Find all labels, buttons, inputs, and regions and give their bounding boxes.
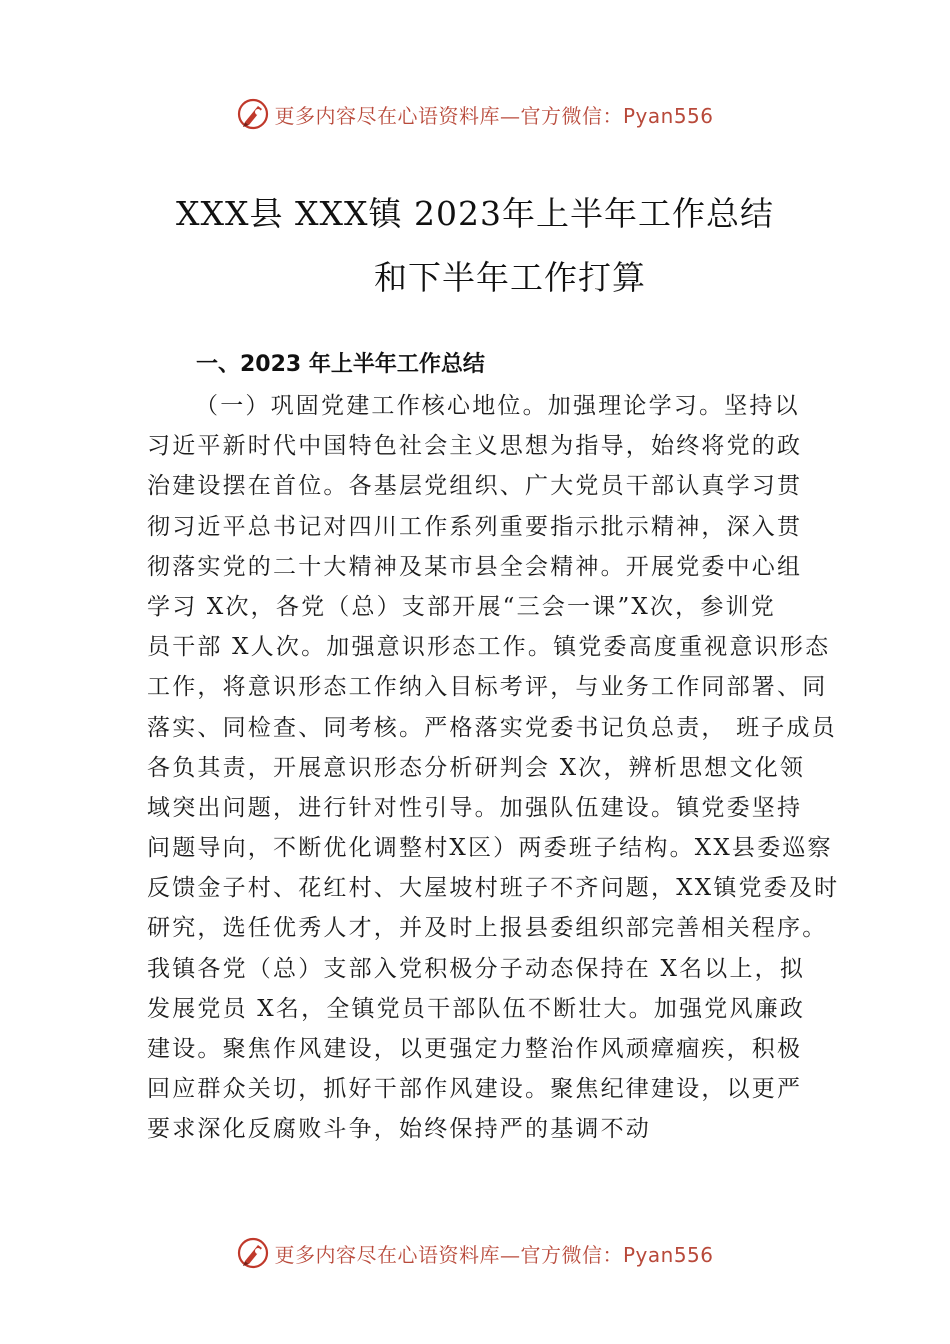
pen-logo-icon — [236, 1236, 270, 1270]
body-line: 员干部 X人次。加强意识形态工作。镇党委高度重视意识形态 — [147, 634, 831, 661]
document-title-line-2: 和下半年工作打算 — [374, 258, 646, 297]
body-line: （一）巩固党建工作核心地位。加强理论学习。坚持以 — [195, 393, 800, 419]
body-line: 彻落实党的二十大精神及某市县全会精神。开展党委中心组 — [147, 553, 803, 580]
body-line: 反馈金子村、花红村、大屋坡村班子不齐问题，XX镇党委及时 — [147, 875, 840, 902]
banner-slogan: 更多内容尽在心语资料库—官方微信： — [274, 1242, 623, 1267]
banner-wechat-id: Pyan556 — [622, 103, 714, 128]
body-line: 发展党员 X名，全镇党员干部队伍不断壮大。加强党风廉政 — [147, 995, 806, 1022]
pen-logo-icon — [236, 97, 270, 131]
body-line: 我镇各党（总）支部入党积极分子动态保持在 X名以上，拟 — [147, 955, 806, 982]
body-line: 工作，将意识形态工作纳入目标考评，与业务工作同部署、同 — [147, 674, 828, 701]
body-line: 研究，选任优秀人才，并及时上报县委组织部完善相关程序。 — [147, 915, 828, 942]
banner-text — [274, 100, 713, 129]
body-line: 域突出问题，进行针对性引导。加强队伍建设。镇党委坚持 — [147, 794, 803, 821]
body-line: 落实、同检查、同考核。严格落实党委书记负总责， 班子成员 — [147, 714, 837, 741]
body-line: 各负其责，开展意识形态分析研判会 X次，辨析思想文化领 — [147, 754, 806, 781]
body-line: 习近平新时代中国特色社会主义思想为指导，始终将党的政 — [147, 433, 803, 460]
body-line: 彻习近平总书记对四川工作系列重要指示批示精神，深入贯 — [147, 513, 803, 540]
body-line: 建设。聚焦作风建设，以更强定力整治作风顽瘴痼疾，积极 — [147, 1036, 803, 1062]
header-banner — [0, 94, 950, 134]
banner-slogan: 更多内容尽在心语资料库—官方微信： — [274, 103, 623, 128]
banner-wechat-id: Pyan556 — [622, 1242, 714, 1267]
body-line: 回应群众关切，抓好干部作风建设。聚焦纪律建设，以更严 — [147, 1076, 803, 1103]
body-line: 问题导向，不断优化调整村X区）两委班子结构。XX县委巡察 — [147, 835, 833, 862]
body-line: 治建设摆在首位。各基层党组织、广大党员干部认真学习贯 — [147, 473, 803, 500]
document-title-line-1: XXX县 XXX镇 2023年上半年工作总结 — [176, 194, 774, 233]
body-line: 学习 X次，各党（总）支部开展“三会一课”X次，参训党 — [147, 593, 776, 620]
banner-text — [274, 1239, 713, 1268]
section-heading: 一、2023 年上半年工作总结 — [196, 352, 485, 377]
body-line: 要求深化反腐败斗争，始终保持严的基调不动 — [147, 1116, 651, 1143]
body-text — [147, 386, 840, 1150]
footer-banner — [0, 1233, 950, 1273]
